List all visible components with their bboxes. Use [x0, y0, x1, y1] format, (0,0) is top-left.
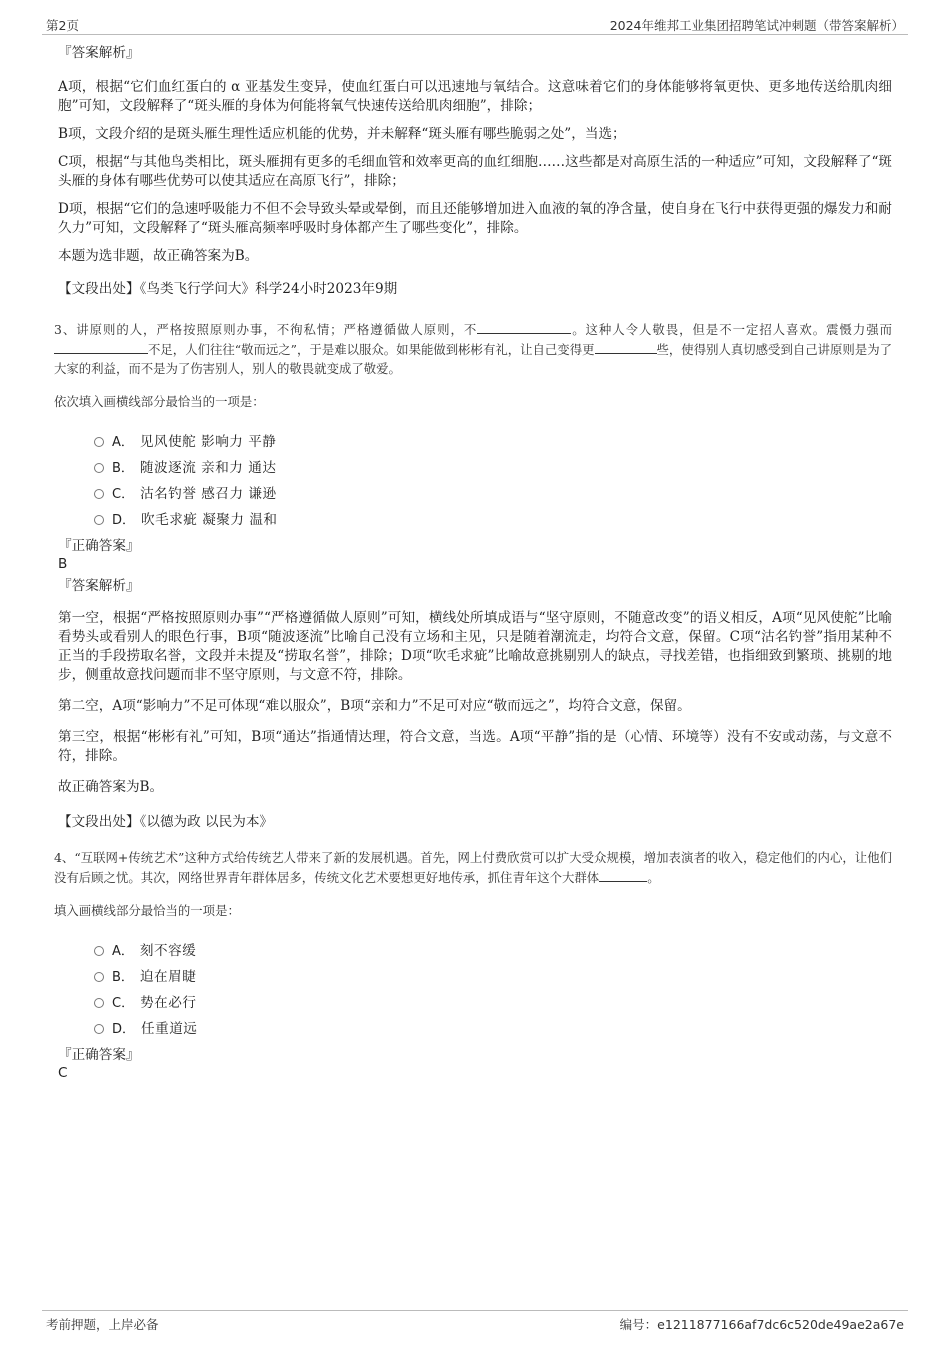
q2-analysis-a: A项，根据“它们血红蛋白的 α 亚基发生变异，使血红蛋白可以迅速地与氧结合。这意味着它们的身体能够将氧更快、更多地传送给肌肉细胞”可知，文段解释了“斑头雁的身体为何能将氧气快速传送给肌肉细胞”，排除； — [58, 79, 892, 114]
q3-source: 【文段出处】《以德为政 以民为本》 — [58, 814, 274, 830]
q3-correct-label: 『正确答案』 — [58, 538, 140, 554]
q3-instruction: 依次填入画横线部分最恰当的一项是： — [54, 394, 265, 409]
q4-instruction: 填入画横线部分最恰当的一项是： — [54, 903, 240, 918]
q3-blank-2 — [54, 339, 148, 354]
page-footer — [42, 1310, 908, 1335]
q3-option-b[interactable]: B． 随波逐流 亲和力 通达 — [94, 453, 892, 479]
q3-analysis-1: 第一空，根据“严格按照原则办事”“严格遵循做人原则”可知，横线处所填成语与“坚守原则，不随意改变”的语义相反，A项“见风使舵”比喻看势头或看别人的眼色行事，B项“随波逐流”比喻自己没有立场和主见，只是随着潮流走，均符合文意，保留。C项“沽名钓誉”指用某种不正当的手段捞取名誉，文段并未提及“捞取名誉”，排除；D项“吹毛求疵”比喻故意挑剔别人的缺点，寻找差错，也指细致到繁琐、挑剔的地步，侧重故意找问题而非不坚守原则，与文意不符，排除。 — [58, 610, 892, 683]
q2-analysis-label: 『答案解析』 — [58, 45, 140, 61]
q3-blank-3 — [595, 339, 657, 354]
q4-option-c[interactable]: C． 势在必行 — [94, 988, 892, 1014]
q3-analysis-2: 第二空，A项“影响力”不足可体现“难以服众”，B项“亲和力”不足可对应“敬而远之”，均符合文意，保留。 — [58, 698, 691, 714]
radio-icon[interactable] — [94, 515, 104, 525]
q3-correct-value: B — [58, 556, 68, 572]
q2-analysis — [58, 44, 892, 299]
radio-icon[interactable] — [94, 437, 104, 447]
q3-answer — [58, 537, 892, 832]
q4-option-d[interactable]: D． 任重道远 — [94, 1014, 892, 1040]
q3-options — [94, 427, 892, 531]
document-code: 编号：e1211877166af7dc6c520de49ae2a67e — [619, 1317, 904, 1332]
q4-option-b[interactable]: B． 迫在眉睫 — [94, 962, 892, 988]
q3-text: 3、讲原则的人，严格按照原则办事，不徇私情；严格遵循做人原则，不 。这种人令人敬畏，但是不一定招人喜欢。震慑力强而不足，人们往往“敬而远之”，于是难以服众。如果能做到彬彬有礼，让自己变得更 些，使得别人真切感受到自己讲原则是为了大家的利益，而不是为了伤害别人，别人的敬畏就变成了敬爱。 — [54, 319, 892, 378]
footer-slogan: 考前押题，上岸必备 — [46, 1317, 159, 1332]
page-number: 第2页 — [46, 18, 79, 33]
q2-analysis-c: C项，根据“与其他鸟类相比，斑头雁拥有更多的毛细血管和效率更高的血红细胞……这些都是对高原生活的一种适应”可知，文段解释了“斑头雁的身体有哪些优势可以使其适应在高原飞行”，排除； — [58, 154, 892, 189]
q2-conclusion: 本题为选非题，故正确答案为B。 — [58, 248, 259, 264]
q2-source: 【文段出处】《鸟类飞行学问大》科学24小时2023年9期 — [58, 281, 398, 297]
q3-option-c[interactable]: C． 沽名钓誉 感召力 谦逊 — [94, 479, 892, 505]
q3-blank-1 — [477, 319, 571, 334]
q4-blank-1 — [599, 867, 647, 882]
radio-icon[interactable] — [94, 463, 104, 473]
q4-correct-value: C — [58, 1065, 68, 1081]
q4-text: 4、“互联网+传统艺术”这种方式给传统艺人带来了新的发展机遇。首先，网上付费欣赏可以扩大受众规模，增加表演者的收入，稳定他们的内心，让他们没有后顾之忧。其次，网络世界青年群体居多，传统文化艺术要想更好地传承，抓住青年这个大群体 。 — [54, 850, 892, 885]
page-content — [54, 44, 893, 1086]
q4-option-a[interactable]: A． 刻不容缓 — [94, 936, 892, 962]
q3-analysis-label: 『答案解析』 — [58, 578, 140, 594]
q4-answer — [58, 1046, 892, 1082]
q3-conclusion: 故正确答案为B。 — [58, 779, 164, 795]
q2-analysis-b: B项，文段介绍的是斑头雁生理性适应机能的优势，并未解释“斑头雁有哪些脆弱之处”，当选； — [58, 126, 626, 142]
q4-options — [94, 936, 892, 1040]
q2-analysis-d: D项，根据“它们的急速呼吸能力不但不会导致头晕或晕倒，而且还能够增加进入血液的氧的净含量，使自身在飞行中获得更强的爆发力和耐久力”可知，文段解释了“斑头雁高频率呼吸时身体都产生了哪些变化”，排除。 — [58, 201, 892, 236]
q3-analysis-3: 第三空，根据“彬彬有礼”可知，B项“通达”指通情达理，符合文意，当选。A项“平静”指的是（心情、环境等）没有不安或动荡，与文意不符，排除。 — [58, 729, 892, 764]
page-header — [42, 14, 908, 35]
radio-icon[interactable] — [94, 972, 104, 982]
radio-icon[interactable] — [94, 489, 104, 499]
radio-icon[interactable] — [94, 946, 104, 956]
radio-icon[interactable] — [94, 998, 104, 1008]
q4-correct-label: 『正确答案』 — [58, 1047, 140, 1063]
document-title: 2024年维邦工业集团招聘笔试冲刺题（带答案解析） — [609, 18, 904, 33]
q3-option-d[interactable]: D． 吹毛求疵 凝聚力 温和 — [94, 505, 892, 531]
q3-option-a[interactable]: A． 见风使舵 影响力 平静 — [94, 427, 892, 453]
radio-icon[interactable] — [94, 1024, 104, 1034]
